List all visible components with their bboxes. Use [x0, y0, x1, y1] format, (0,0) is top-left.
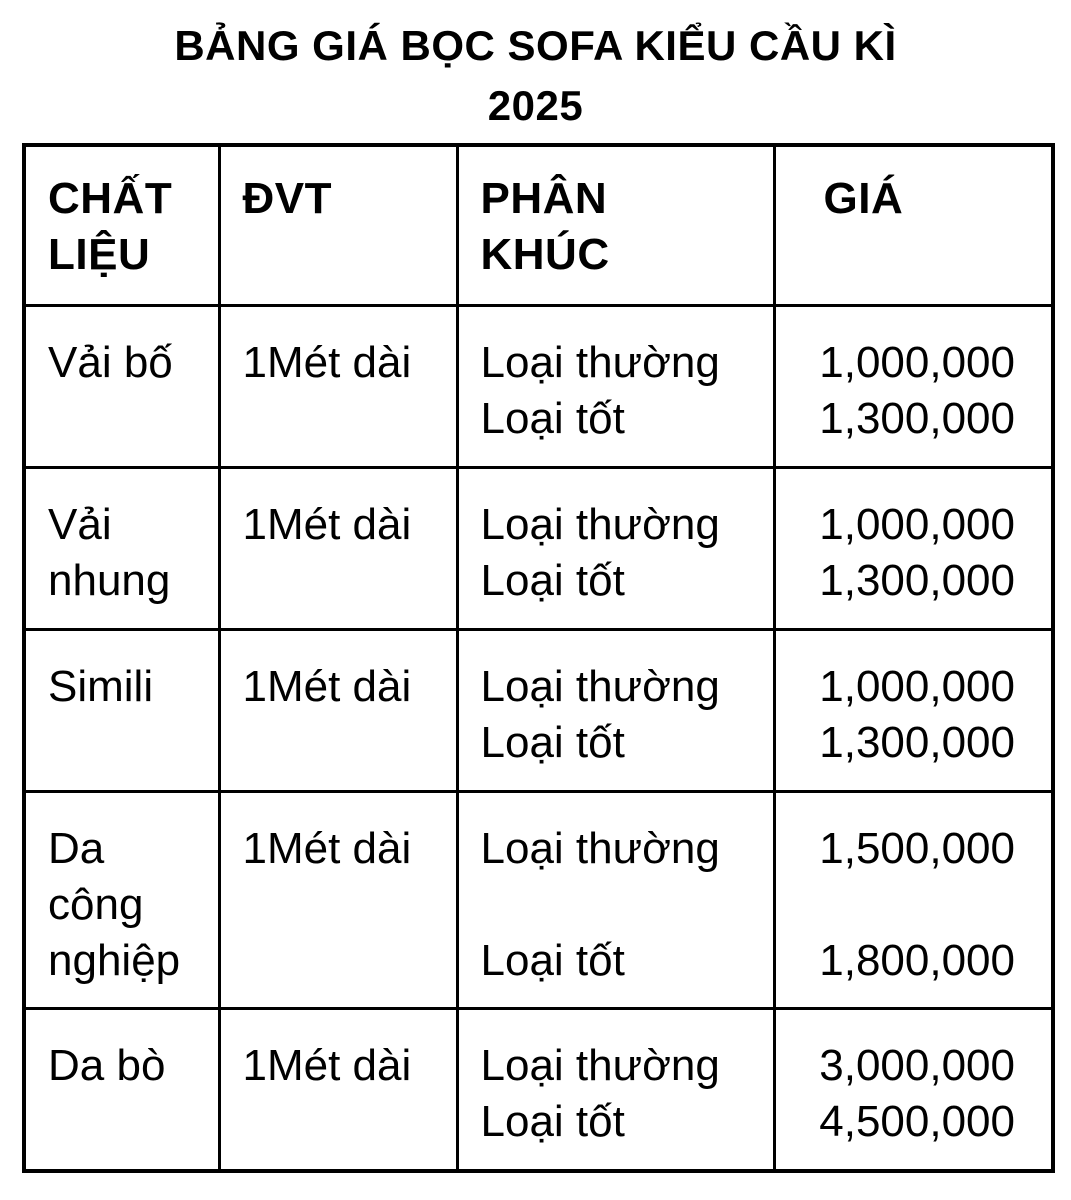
price-standard: 1,000,000 — [819, 662, 1015, 712]
price-good: 1,300,000 — [819, 718, 1015, 768]
header-price — [774, 145, 1053, 306]
unit-cell — [219, 792, 457, 1008]
unit-cell — [219, 630, 457, 792]
segment-cell — [457, 630, 774, 792]
segment-good: Loại tốt — [480, 718, 625, 768]
price-good: 1,300,000 — [819, 556, 1015, 606]
table-row — [24, 468, 1053, 630]
segment-cell — [457, 468, 774, 630]
material-name-line2: công — [48, 880, 144, 930]
header-segment-line2: KHÚC — [480, 230, 610, 279]
header-material-line2: LIỆU — [48, 230, 151, 279]
material-name-line1: Da — [48, 824, 105, 874]
material-cell — [24, 792, 219, 1008]
spacer — [819, 877, 1015, 933]
material-cell — [24, 1008, 219, 1171]
unit-value: 1Mét dài — [242, 824, 412, 874]
price-cell — [774, 468, 1053, 630]
material-name: Vải bố — [48, 338, 173, 388]
material-cell — [24, 630, 219, 792]
material-name-line2: nhung — [48, 556, 171, 606]
header-unit — [219, 145, 457, 306]
unit-cell — [219, 1008, 457, 1171]
unit-cell — [219, 306, 457, 468]
table-row — [24, 630, 1053, 792]
segment-standard: Loại thường — [480, 500, 720, 550]
unit-value: 1Mét dài — [242, 1040, 412, 1090]
price-cell — [774, 1008, 1053, 1171]
price-standard: 1,000,000 — [819, 500, 1015, 550]
header-unit-label: ĐVT — [242, 174, 332, 223]
table-header-row — [24, 145, 1053, 306]
unit-value: 1Mét dài — [242, 500, 412, 550]
unit-value: 1Mét dài — [242, 662, 412, 712]
table-row — [24, 792, 1053, 1008]
price-cell — [774, 306, 1053, 468]
material-name: Simili — [48, 662, 154, 712]
material-name-line3: nghiệp — [48, 936, 181, 986]
segment-standard: Loại thường — [480, 1040, 720, 1090]
material-cell — [24, 468, 219, 630]
price-good: 1,300,000 — [819, 394, 1015, 444]
segment-standard: Loại thường — [480, 662, 720, 712]
page-title-year: 2025 — [487, 82, 584, 129]
header-price-label: GIÁ — [823, 174, 904, 223]
material-name-line1: Vải — [48, 500, 112, 550]
header-segment-line1: PHÂN — [480, 174, 608, 223]
header-material — [24, 145, 219, 306]
segment-cell — [457, 306, 774, 468]
price-cell — [774, 792, 1053, 1008]
spacer — [481, 877, 773, 933]
segment-cell — [457, 1008, 774, 1171]
price-cell — [774, 630, 1053, 792]
price-standard: 3,000,000 — [819, 1040, 1015, 1090]
material-name: Da bò — [48, 1040, 166, 1090]
segment-good: Loại tốt — [480, 394, 625, 444]
table-row — [24, 306, 1053, 468]
segment-standard: Loại thường — [480, 824, 720, 874]
header-segment — [457, 145, 774, 306]
header-material-line1: CHẤT — [48, 174, 173, 223]
segment-standard: Loại thường — [480, 338, 720, 388]
page-title: BẢNG GIÁ BỌC SOFA KIỂU CẦU KÌ — [174, 22, 897, 69]
material-cell — [24, 306, 219, 468]
segment-good: Loại tốt — [480, 1096, 625, 1146]
price-standard: 1,500,000 — [819, 824, 1015, 874]
price-good: 4,500,000 — [819, 1096, 1015, 1146]
unit-cell — [219, 468, 457, 630]
price-standard: 1,000,000 — [819, 338, 1015, 388]
segment-good: Loại tốt — [480, 936, 625, 986]
price-good: 1,800,000 — [819, 936, 1015, 986]
table-row — [24, 1008, 1053, 1171]
segment-good: Loại tốt — [480, 556, 625, 606]
price-table — [22, 143, 1055, 1173]
segment-cell — [457, 792, 774, 1008]
unit-value: 1Mét dài — [242, 338, 412, 388]
